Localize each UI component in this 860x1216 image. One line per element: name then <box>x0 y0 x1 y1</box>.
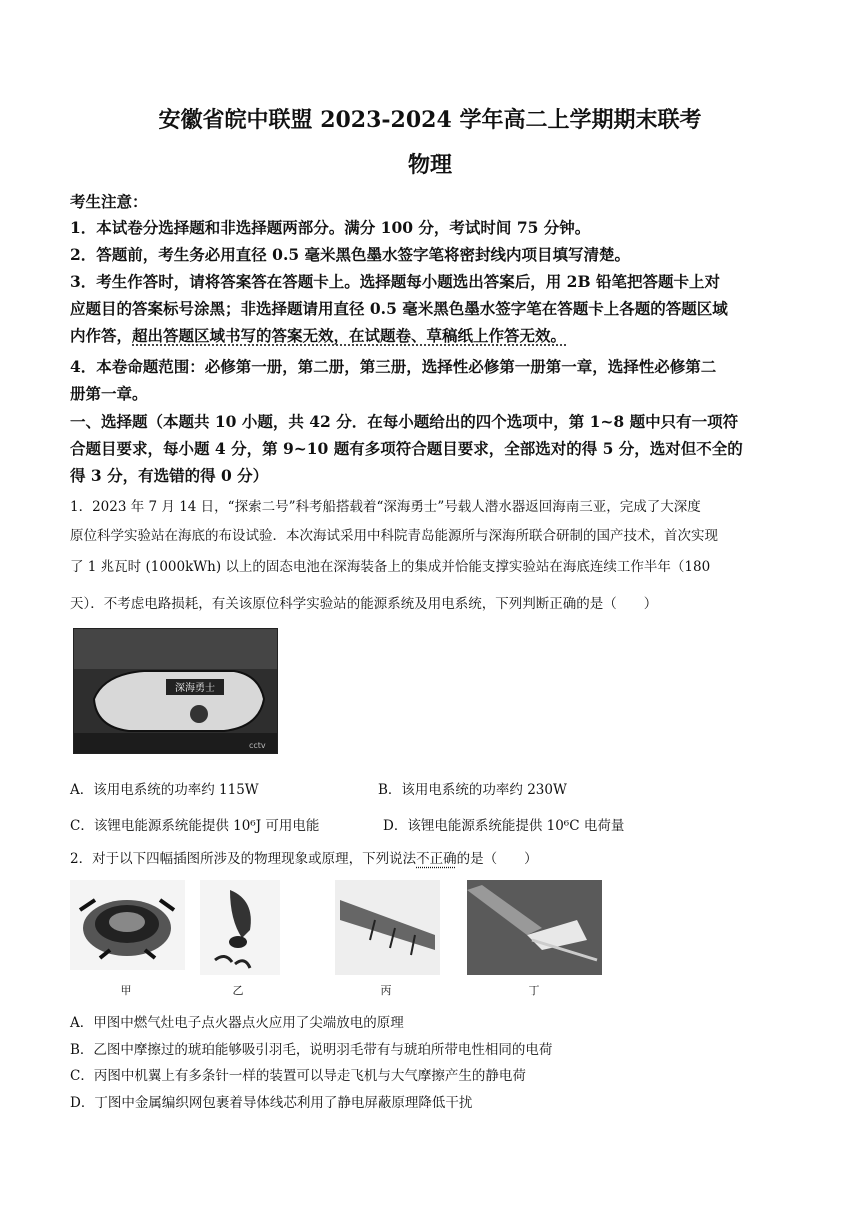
q1-stem-line3: 了 1 兆瓦时 (1000kWh) 以上的固态电池在深海装备上的集成并恰能支撑实验站在海底连续工作半年（180 <box>70 559 711 575</box>
section1-line3: 得 3 分，有选错的得 0 分） <box>70 466 269 485</box>
caption-ding: 丁 <box>528 984 540 997</box>
shielded-cable-illustration <box>467 880 602 975</box>
caption-bing: 丙 <box>380 984 392 997</box>
q1-stem-line2: 原位科学实验站在海底的布设试验．本次海试采用中科院青岛能源所与深海所联合研制的国产技术，首次实现 <box>70 528 718 544</box>
q2-option-d: D．丁图中金属编织网包裹着导体线芯利用了静电屏蔽原理降低干扰 <box>70 1095 473 1111</box>
q1-stem-line1: 1．2023 年 7 月 14 日，“探索二号”科考船搭载着“深海勇士”号载人潜水器返回海南三亚，完成了大深度 <box>70 499 701 515</box>
submersible-photo <box>73 628 278 754</box>
subject-title: 物理 <box>407 152 452 178</box>
q1-option-a: A．该用电系统的功率约 115W <box>70 782 259 798</box>
q2-stem-emphasis: 不正确 <box>416 851 457 867</box>
submersible-illustration <box>74 629 277 753</box>
notice-item-3-line3-prefix: 内作答， <box>70 326 133 345</box>
section1-line1: 一、选择题（本题共 10 小题，共 42 分．在每小题给出的四个选项中，第 1~8 题中只有一项符 <box>70 412 739 431</box>
caption-yi: 乙 <box>232 984 244 997</box>
figure-yi <box>200 880 280 975</box>
caption-jia: 甲 <box>120 984 132 997</box>
q2-stem-part2: 的是（ ） <box>456 851 538 867</box>
exam-title: 安徽省皖中联盟 2023-2024 学年高二上学期期末联考 <box>158 107 702 133</box>
figure-jia <box>70 880 185 970</box>
q1-option-d: D．该锂电能源系统能提供 10⁶C 电荷量 <box>383 818 625 834</box>
aircraft-wing-illustration <box>335 880 440 975</box>
notice-item-4-line1: 4．本卷命题范围：必修第一册，第二册，第三册，选择性必修第一册第一章，选择性必修第二 <box>70 357 717 376</box>
watermark-text: cctv <box>249 741 266 750</box>
notice-heading: 考生注意： <box>70 192 148 211</box>
notice-item-1: 1．本试卷分选择题和非选择题两部分。满分 100 分，考试时间 75 分钟。 <box>70 218 591 237</box>
figure-bing <box>335 880 440 975</box>
figure-ding <box>467 880 602 975</box>
notice-item-2: 2．答题前，考生务必用直径 0.5 毫米黑色墨水签字笔将密封线内项目填写清楚。 <box>70 245 631 264</box>
q2-option-b: B．乙图中摩擦过的琥珀能够吸引羽毛，说明羽毛带有与琥珀所带电性相同的电荷 <box>70 1042 553 1058</box>
notice-item-4-line2: 册第一章。 <box>70 384 148 403</box>
q2-stem-part1: 2．对于以下四幅插图所涉及的物理现象或原理，下列说法 <box>70 851 417 867</box>
q2-option-a: A．甲图中燃气灶电子点火器点火应用了尖端放电的原理 <box>70 1015 404 1031</box>
gas-stove-illustration <box>70 880 185 970</box>
notice-item-3-emphasis: 超出答题区域书写的答案无效，在试题卷、草稿纸上作答无效。 <box>132 326 567 345</box>
notice-item-3-line3 <box>70 324 566 346</box>
notice-item-3-line1: 3．考生作答时，请将答案答在答题卡上。选择题每小题选出答案后，用 2B 铅笔把答题卡上对 <box>70 272 720 291</box>
section1-line2: 合题目要求，每小题 4 分，第 9~10 题有多项符合题目要求，全部选对的得 5 分，选对但不全的 <box>70 439 743 458</box>
q1-stem-line4: 天）．不考虑电路损耗，有关该原位科学实验站的能源系统及用电系统，下列判断正确的是（ ） <box>70 596 658 612</box>
submersible-name-text: 深海勇士 <box>175 683 215 694</box>
q1-option-c: C．该锂电能源系统能提供 10⁶J 可用电能 <box>70 818 320 834</box>
notice-item-3-line2: 应题目的答案标号涂黑；非选择题请用直径 0.5 毫米黑色墨水签字笔在答题卡上各题的答题区域 <box>70 299 728 318</box>
q2-option-c: C．丙图中机翼上有多条针一样的装置可以导走飞机与大气摩擦产生的静电荷 <box>70 1068 526 1084</box>
q2-stem <box>70 847 538 867</box>
q1-option-b: B．该用电系统的功率约 230W <box>378 782 567 798</box>
amber-feather-illustration <box>200 880 280 975</box>
